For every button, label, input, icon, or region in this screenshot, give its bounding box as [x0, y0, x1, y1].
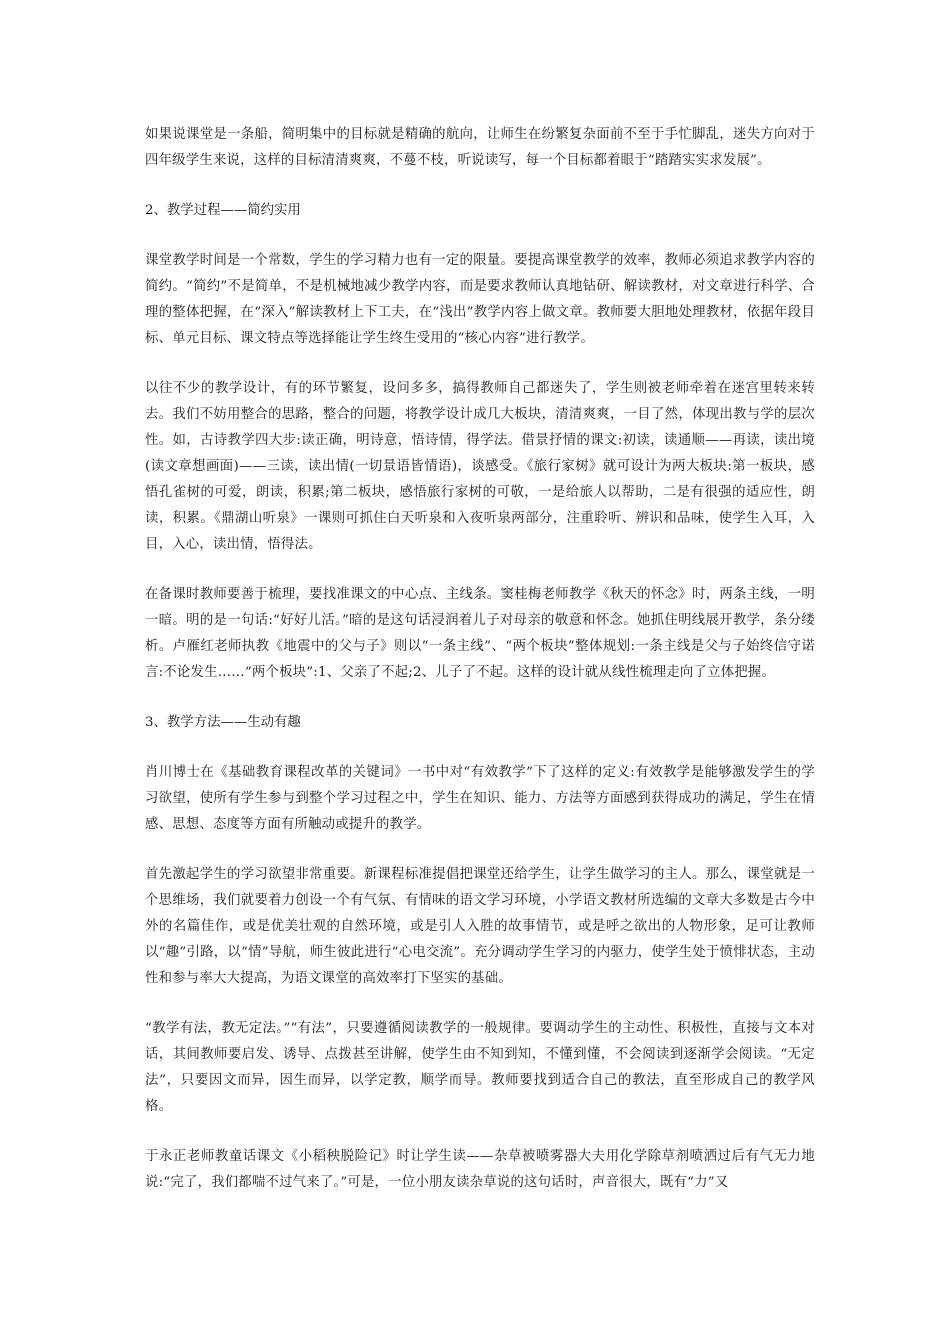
paragraph-effective-teaching-definition: 肖川博士在《基础教育课程改革的关键词》一书中对“有效教学”下了这样的定义:有效教学是能够激发学生的学习欲望，使所有学生参与到整个学习过程之中，学生在知识、能力、方法等方面感到获得成功的满足，学生在情感、思想、态度等方面有所触动或提升的教学。 [145, 765, 815, 832]
document-page [145, 122, 815, 1220]
paragraph-content-simplicity: 课堂教学时间是一个常数，学生的学习精力也有一定的限量。要提高课堂教学的效率，教师必须追求教学内容的简约。“简约”不是简单，不是机械地减少教学内容，而是要求教师认真地钻研、解读教材，对文章进行科学、合理的整体把握，在“深入”解读教材上下工夫，在“浅出”教学内容上做文章。教师要大胆地处理教材，依据年段目标、单元目标、课文特点等选择能让学生终生受用的“核心内容”进行教学。 [145, 253, 815, 346]
paragraph-teaching-has-method: “教学有法，教无定法。”“有法”，只要遵循阅读教学的一般规律。要调动学生的主动性、积极性，直接与文本对话，其间教师要启发、诱导、点拨甚至讲解，使学生由不知到知，不懂到懂，不会阅读到逐渐学会阅读。“无定法”，只要因文而异，因生而异，以学定教，顺学而导。教师要找到适合自己的教法，直至形成自己的教学风格。 [145, 1021, 815, 1114]
paragraph-main-thread: 在备课时教师要善于梳理，要找准课文的中心点、主线条。窦桂梅老师教学《秋天的怀念》时，两条主线，一明一暗。明的是一句话:“好好儿活。”暗的是这句话浸润着儿子对母亲的敬意和怀念。她抓住明线展开教学，条分缕析。卢雁红老师执教《地震中的父与子》则以“一条主线”、“两个板块”整体规划:一条主线是父与子始终信守诺言:不论发生……“两个板块”:1、父亲了不起;2、儿子了不起。这样的设计就从线性梳理走向了立体把握。 [145, 587, 815, 680]
section-heading-teaching-process: 2、教学过程——简约实用 [145, 203, 301, 218]
section-heading-teaching-method: 3、教学方法——生动有趣 [145, 715, 301, 730]
paragraph-lesson-blocks: 以往不少的教学设计，有的环节繁复，设问多多，搞得教师自己都迷失了，学生则被老师牵着在迷宫里转来转去。我们不妨用整合的思路，整合的问题，将教学设计成几大板块，清清爽爽，一目了然，体现出教与学的层次性。如，古诗教学四大步:读正确，明诗意，悟诗情，得学法。借景抒情的课文:初读，读通顺——再读，读出境(读文章想画面)——三读，读出情(一切景语皆情语)，谈感受。《旅行家树》就可设计为两大板块:第一板块，感悟孔雀树的可爱，朗读，积累;第二板块，感悟旅行家树的可敬，一是给旅人以帮助，二是有很强的适应性，朗读，积累。《鼎湖山听泉》一课则可抓住白天听泉和入夜听泉两部分，注重聆听、辨识和品味，使学生入耳，入目，入心，读出情，悟得法。 [145, 381, 815, 552]
paragraph-yu-yongzheng-example: 于永正老师教童话课文《小稻秧脱险记》时让学生读——杂草被喷雾器大夫用化学除草剂喷洒过后有气无力地说:“完了，我们都喘不过气来了。”可是，一位小朋友读杂草说的这句话时，声音很大，既有“力”又 [145, 1149, 815, 1190]
paragraph-goal-summary: 如果说课堂是一条船，简明集中的目标就是精确的航向，让师生在纷繁复杂面前不至于手忙脚乱，迷失方向对于四年级学生来说，这样的目标清清爽爽，不蔓不枝，听说读写，每一个目标都着眼于“踏踏实实求发展”。 [145, 127, 815, 168]
paragraph-learning-desire: 首先激起学生的学习欲望非常重要。新课程标准提倡把课堂还给学生，让学生做学习的主人。那么，课堂就是一个思维场，我们就要着力创设一个有气氛、有情味的语文学习环境，小学语文教材所选编的文章大多数是古今中外的名篇佳作，或是优美壮观的自然环境，或是引人入胜的故事情节，或是呼之欲出的人物形象，足可让教师以“趣”引路，以“情”导航，师生彼此进行“心电交流”。充分调动学生学习的内驱力，使学生处于愤悱状态，主动性和参与率大大提高，为语文课堂的高效率打下坚实的基础。 [145, 867, 815, 986]
